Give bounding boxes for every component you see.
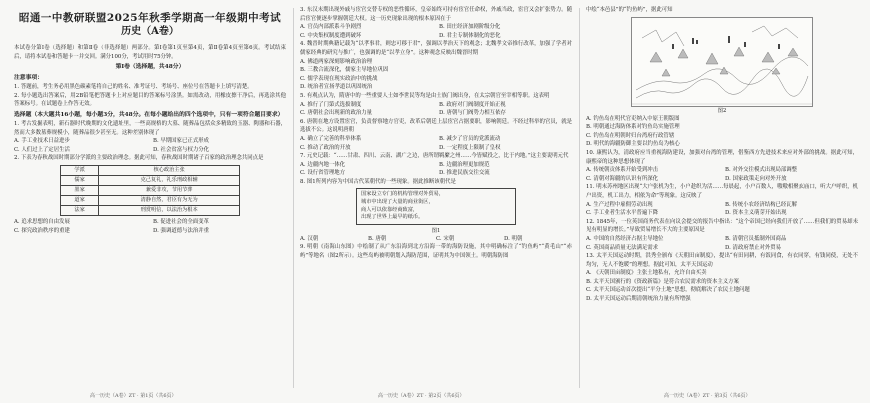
question-stem: 1. 考古发掘表明，新石器时代晚期的文化遗址里，一些高规格的大墓、随葬品包括众多精致的玉器、陶器和石器，然而大多数墓葬规模小，随葬品很少甚至无。这种差别体现了	[14, 120, 286, 136]
option: D. 君主专制体制化的恶化	[439, 32, 501, 39]
question-stem: 11. 明末苏州地区出现“大户张机为生，小户趁织为活……每晨起，小户百数人，嗷嗷相聚玄庙口，听大户呼织，机户出资，机工出力，相依为命”等现象。这反映了	[586, 184, 858, 199]
option: C. 宋朝	[436, 235, 455, 242]
table-cell: 兼爱非攻，节用节葬	[99, 185, 240, 195]
school-table	[60, 165, 240, 216]
note-item: 2. 每小题选出答案后，用2B铅笔把答题卡上对应题目的答案标号涂黑。如需改动，用橡皮擦干净后，再选涂其他答案标号。在试题卷上作答无效。	[14, 92, 286, 108]
option: B. 促进社会的全面变革	[153, 218, 209, 225]
option: B. 唐朝	[368, 235, 387, 242]
option: A. 追求思想的自由发展	[14, 218, 70, 225]
table-cell: 儒家	[61, 175, 99, 185]
map-illustration	[632, 18, 812, 106]
option: A. 手工业技术日益进步	[14, 138, 70, 145]
page-title: 昭通一中教研联盟2025年秋季学期高一年级期中考试	[18, 12, 282, 24]
option: B. 政府对门阀制度开始正视	[439, 101, 506, 108]
option: D. 推进民族交往交流	[439, 170, 490, 177]
option: D. 太平天国运动后期清朝统治力量有所增强	[586, 296, 691, 303]
option: C. 唐朝社会出现新的政治力量	[300, 110, 373, 117]
option: A. 官员内部派系斗争剧烈	[300, 24, 362, 31]
option: D. 统治者宣扬孝道以巩固统治	[300, 84, 373, 91]
option: B. 太平天国颁行的《资政新篇》是符合农民需求的资本主义方案	[586, 278, 739, 285]
quote-line: 国家设立专门的机构管理对外贸易，	[361, 191, 445, 198]
quote-line: 城市中出现了大量的商业街区，	[361, 199, 434, 206]
question-stem: 4. 魏晋时期典籍记载为“以孝事君，则忠可移于君”，强调以孝治天下的观念；北魏孝文帝推行改革，加强了学者对儒家经典的研究与推广，也强调的是“以孝立身”。这种观念反映出魏晋时期	[300, 41, 572, 56]
option: B. 边疆治理更加规范	[439, 161, 490, 168]
options	[14, 137, 286, 154]
table-cell: 道家	[61, 195, 99, 205]
column-3	[586, 6, 858, 391]
part1-heading: 第Ⅰ卷（选择题，共48分）	[115, 64, 185, 71]
options	[300, 161, 572, 178]
question-stem: 2. 下表为春秋战国时期部分学派的主要政治理念。据此可知，春秋战国时期诸子百家的政治理念共同点是	[14, 155, 264, 162]
option: C. 英国商品质量无法满足需求	[586, 244, 659, 251]
table-cell: 克己复礼，礼乐刑政相辅	[99, 175, 240, 185]
option: A. 佛道两家深刻影响政治治理	[300, 58, 373, 65]
column-2	[300, 6, 572, 391]
option: D. 社会贫富与权力分化	[153, 146, 210, 153]
table-cell: 刑赏明信，以法治为根本	[99, 205, 240, 215]
section-title: 选择题（本大题共16小题，每小题3分，共48分。在每小题给出的四个选项中，只有一项符合题目要求）	[14, 111, 284, 118]
question-stem: 6. 唐朝在地方设置宦官，负责督察地方官吏，改革后朝廷上层宦官占据要职，影响朝廷。不经过科举的官员，就是选拔不公。这说明唐朝	[300, 118, 572, 134]
option: D. 明代的海疆防御主要以钓鱼岛为核心	[586, 141, 680, 148]
question-stem: 10. 康熙认为，清政府应当重视海防建设，加强对台湾的管理，借鉴西方先进技术来应对外部的挑战。据此可知，康熙帝的这种思想体现了	[586, 149, 858, 165]
option: C. 中央集权制度遭到破坏	[300, 32, 362, 39]
options	[586, 201, 858, 218]
option: B. 田庄经济加剧阶级分化	[439, 24, 501, 31]
intro-text: 本试卷分第Ⅰ卷（选择题）和第Ⅱ卷（非选择题）两部分。第Ⅰ卷第1页至第4页，第Ⅱ卷第4页至第6页。考试结束后，请将本试卷和答题卡一并交回。满分100分，考试用时75分钟。	[14, 45, 286, 60]
figure-2-map	[631, 17, 813, 107]
option: A. 汉朝	[300, 235, 319, 242]
options	[14, 218, 286, 235]
column-divider	[579, 8, 580, 388]
table-cell: 清静自然，君臣有为无为	[99, 195, 240, 205]
option: C. 人们过上了定居生活	[14, 146, 70, 153]
column-1	[14, 6, 286, 391]
page-footer: 高一历史（A卷）ZT · 第2页（共6页）	[378, 393, 465, 399]
option: D. 强调道德与法治并重	[153, 227, 210, 234]
table-row	[61, 205, 240, 215]
options	[300, 101, 572, 118]
option: A. 确立了完善的科举体系	[300, 135, 362, 142]
option: B. 对外交往模式出现局部调整	[725, 167, 798, 174]
option: D. 明朝	[504, 235, 523, 242]
options	[586, 235, 858, 252]
notes-title: 注意事项：	[14, 75, 43, 82]
option: D. 清政府禁止对外贸易	[725, 244, 782, 251]
table-row	[61, 185, 240, 195]
question-stem: 5. 有观点认为，隋唐中的一些重要人士如李世民等均是由士族门阀出身，在太宗朝官至宰相等职。这表明	[300, 92, 550, 99]
note-item: 1. 答题前，考生务必用黑色碳素笔将自己的姓名、准考证号、考场号、座位号在答题卡上填写清楚。	[14, 84, 253, 91]
quote-line: 出现了世界上最早的纸币。	[361, 214, 424, 221]
question-stem: 9. 明朝《南海山东图》中绘制了从广东沿海到北方沿海一带的海防设施，其中明确标注了“钓鱼屿”“黄毛山”“赤屿”等地名（图2所示）。这些岛屿被明朝划入海防范围，证明其为中国领土。明朝海防图	[300, 244, 572, 260]
question-stem-continued: 中绘“本邑县”的“钓鱼屿”，据此可知	[586, 7, 673, 13]
quote-line: 商人可以依靠经商致富，	[361, 206, 419, 213]
option: D. 资本主义萌芽开始出现	[725, 210, 787, 217]
figure-1-caption: 图1	[431, 227, 441, 234]
figure-2-caption: 图2	[717, 107, 727, 114]
options	[300, 135, 572, 152]
option: A. 生产过程中雇佣劳动出现	[586, 201, 653, 208]
option: A. 钓鱼岛在明代官吏纳入中原王朝版图	[586, 115, 680, 122]
options	[300, 23, 572, 40]
option: A. 传统朝贡体系开始受到冲击	[586, 167, 659, 174]
page-subtitle: 历史（A卷）	[121, 26, 179, 37]
option: D. 唐朝与门阀势力相互依存	[439, 110, 506, 117]
figure-1-box	[356, 188, 516, 224]
page-footer: 高一历史（A卷）ZT · 第1页（共6页）	[90, 393, 177, 399]
table-header: 学派	[61, 165, 99, 175]
option: C. 清朝对海疆的认识有所深化	[586, 175, 659, 182]
option: B. 明朝通过海防体系对钓鱼岛实施管理	[586, 124, 680, 131]
question-stem: 8. 图1所列内容为中国古代某朝代的一些现象。据此推断该朝代是	[300, 178, 456, 185]
page-footer: 高一历史（A卷）ZT · 第3页（共6页）	[664, 393, 751, 399]
option: C. 推动了政治的开放	[300, 144, 351, 151]
question-stem: 3. 东汉末期出现外戚与宦官交替专权的恶性循环，皇帝始终可持有宦官任命权，外戚当政，宦官又会扩张势力。随后宦官便逐步掌握朝廷大权。这一历史现象出现的根本原因在于	[300, 7, 572, 22]
option: B. 清朝官员抵制外国商品	[725, 235, 787, 242]
question-stem: 12. 1845年，一位英国商务代表在向议会提交的报告中指出：“这个帝国已经向我们开放了……但我们的贸易却未见有明显的增长。”导致贸易增长不大的主要原因是	[586, 218, 858, 234]
option: C. 钓鱼岛在明朝时归台湾府行政管辖	[586, 132, 675, 139]
option: C. 设行省管理地方	[300, 170, 346, 177]
options	[300, 235, 572, 244]
option: B. 传统小农经济结构已经瓦解	[725, 201, 798, 208]
option: D. 一定程度上限制了皇权	[439, 144, 501, 151]
option: D. 国家政策走向对外开放	[725, 175, 787, 182]
options	[586, 166, 858, 183]
option: A. 边疆内地一体化	[300, 161, 346, 168]
option: C. 探究政治秩序的重建	[14, 227, 70, 234]
option: C. 手工业者生活水平普遍下降	[586, 210, 659, 217]
table-cell: 法家	[61, 205, 99, 215]
table-row	[61, 175, 240, 185]
question-stem: 13. 太平天国运动时期，洪秀全颁布《天朝田亩制度》，提出“有田同耕，有饭同食，有衣同穿，有钱同使，无处不均匀，无人不饱暖”的理想。据此可知，太平天国运动	[586, 253, 858, 268]
option: A. 推行了门第式选拔制度	[300, 101, 362, 108]
option: C. 儒学表现在现实政治中的挑战	[300, 75, 378, 82]
option: B. 早期国家已正式形成	[153, 138, 209, 145]
question-stem: 7. 元史记载：“……甘肃、四川、云南、湖广之边，唐所谓羁縻之州……今皆赋役之，比于内地。”这主要说明元代	[300, 153, 569, 160]
column-divider	[293, 8, 294, 388]
option: B. 三教合流深化，儒家主导地位巩固	[300, 67, 389, 74]
option: A. 《天朝田亩制度》主张土地私有，允许自由买卖	[586, 270, 707, 277]
option: C. 太平天国运动首次提出“平分土地”思想，彻底解决了农民土地问题	[586, 287, 750, 294]
option: A. 中国的自然经济占据主导地位	[586, 235, 664, 242]
table-header: 核心政治主张	[99, 165, 240, 175]
table-cell: 墨家	[61, 185, 99, 195]
option: B. 减少了官员的党派流动	[439, 135, 501, 142]
table-row	[61, 195, 240, 205]
